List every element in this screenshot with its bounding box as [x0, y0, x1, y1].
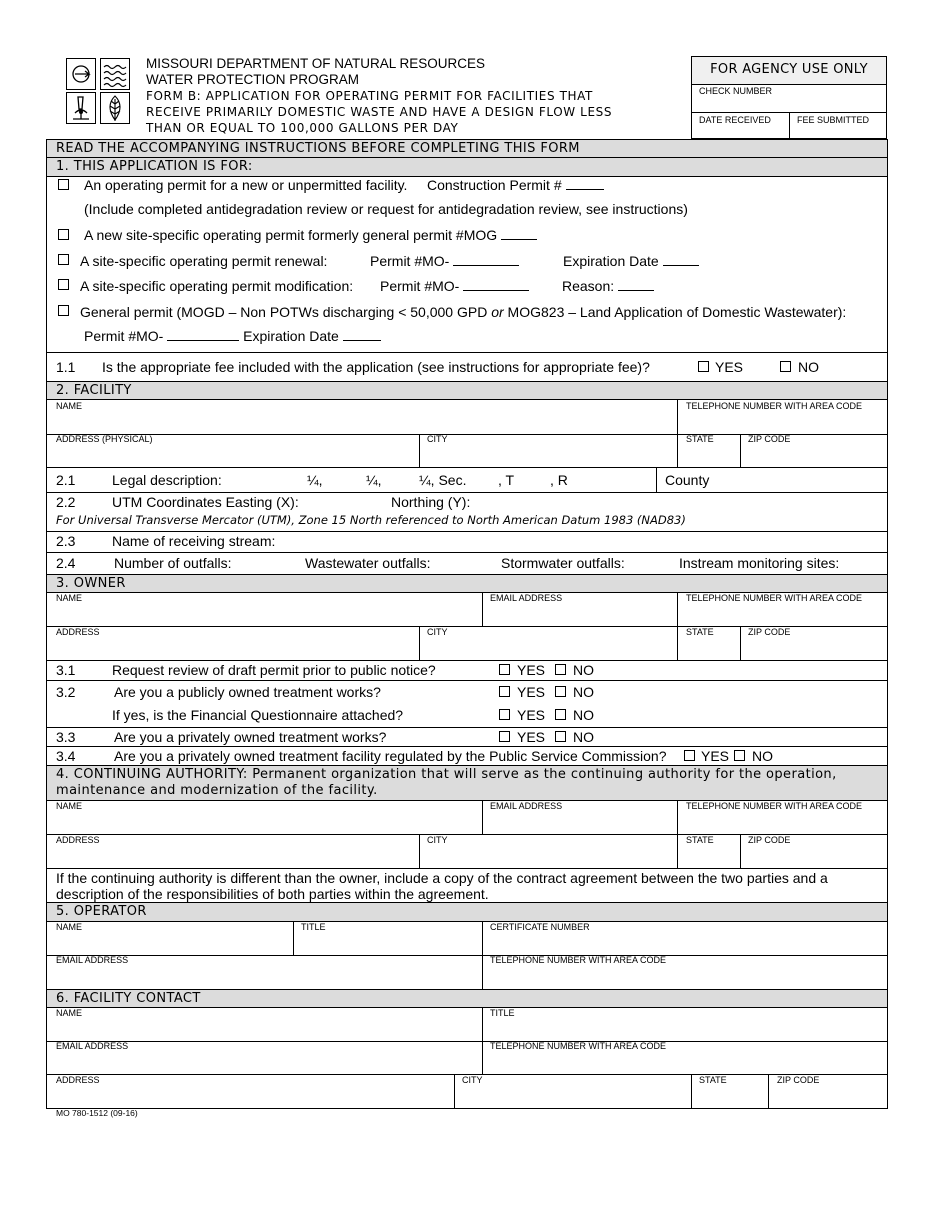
- ca-note: [56, 870, 876, 902]
- q1-1-yes-checkbox[interactable]: [698, 361, 709, 372]
- facility-phone-input[interactable]: [678, 411, 886, 433]
- facility-state-label: STATE: [686, 434, 714, 444]
- section2-heading: 2. FACILITY: [47, 382, 887, 399]
- operator-email-label: EMAIL ADDRESS: [56, 955, 129, 965]
- agency-use-title: FOR AGENCY USE ONLY: [692, 57, 886, 85]
- q2-3-number: 2.3: [56, 533, 76, 549]
- form-title-line2: RECEIVE PRIMARILY DOMESTIC WASTE AND HAVE A DESIGN FLOW LESS: [146, 105, 613, 119]
- owner-phone-label: TELEPHONE NUMBER WITH AREA CODE: [686, 593, 863, 603]
- modification-permit-label: Permit #MO-: [380, 278, 529, 294]
- ca-city-label: CITY: [427, 835, 448, 845]
- renewal-label: A site-specific operating permit renewal:: [80, 253, 328, 269]
- program-name: WATER PROTECTION PROGRAM: [146, 72, 360, 87]
- antidegradation-note: (Include completed antidegradation review or request for antidegradation review, see instructions): [84, 201, 688, 217]
- operator-title-label: TITLE: [301, 922, 326, 932]
- ca-note-line2: description of the responsibilities of both parties within the agreement.: [56, 886, 489, 902]
- agency-use-box: [691, 56, 887, 139]
- contact-state-label: STATE: [699, 1075, 727, 1085]
- q3-2b-no-label: NO: [573, 707, 594, 723]
- q2-1-text: Legal description:: [112, 472, 222, 488]
- q1-1-number: 1.1: [56, 359, 76, 375]
- operator-phone-label: TELEPHONE NUMBER WITH AREA CODE: [490, 955, 667, 965]
- q3-1-number: 3.1: [56, 662, 76, 678]
- q2-2-number: 2.2: [56, 494, 76, 510]
- renewal-checkbox[interactable]: [58, 254, 69, 265]
- q1-1-no-checkbox[interactable]: [780, 361, 791, 372]
- owner-city-label: CITY: [427, 627, 448, 637]
- ca-state-label: STATE: [686, 835, 714, 845]
- renewal-permit-input[interactable]: [453, 253, 519, 266]
- facility-city-label: CITY: [427, 434, 448, 444]
- former-general-permit-label: A new site-specific operating permit formerly general permit #MOG: [84, 227, 537, 243]
- facility-name-input[interactable]: [47, 411, 677, 433]
- owner-email-label: EMAIL ADDRESS: [490, 593, 563, 603]
- q3-3-no-checkbox[interactable]: [555, 731, 566, 742]
- q3-2b-no-checkbox[interactable]: [555, 709, 566, 720]
- ca-phone-label: TELEPHONE NUMBER WITH AREA CODE: [686, 801, 863, 811]
- q2-4-instream: Instream monitoring sites:: [679, 555, 840, 571]
- modification-reason-input[interactable]: [618, 278, 654, 291]
- leaf-icon: [100, 92, 130, 124]
- q2-1-township: , T: [498, 472, 515, 488]
- q3-4-number: 3.4: [56, 748, 76, 764]
- general-permit-checkbox[interactable]: [58, 305, 69, 316]
- renewal-expiration-input[interactable]: [663, 253, 699, 266]
- section4-heading-line2: maintenance and modernization of the facility.: [56, 783, 378, 798]
- q3-4-yes-checkbox[interactable]: [684, 750, 695, 761]
- date-received-label: DATE RECEIVED: [699, 115, 771, 125]
- ca-zip-label: ZIP CODE: [748, 835, 791, 845]
- q1-1-yes-label: YES: [715, 359, 744, 375]
- q3-3-yes-checkbox[interactable]: [499, 731, 510, 742]
- ca-note-line1: If the continuing authority is different than the owner, include a copy of the contract agreement between the two parties and a: [56, 870, 828, 886]
- contact-title-label: TITLE: [490, 1008, 515, 1018]
- construction-permit-label: Construction Permit #: [427, 177, 604, 193]
- contact-address-label: ADDRESS: [56, 1075, 100, 1085]
- form-title-line1: FORM B: APPLICATION FOR OPERATING PERMIT FOR FACILITIES THAT: [146, 89, 593, 103]
- air-icon: [66, 58, 96, 90]
- form-title-line3: THAN OR EQUAL TO 100,000 GALLONS PER DAY: [146, 121, 459, 135]
- q3-2-yes-label: YES: [517, 684, 546, 700]
- q3-1-text: Request review of draft permit prior to public notice?: [112, 662, 436, 678]
- operator-name-label: NAME: [56, 922, 83, 932]
- q2-4-stormwater: Stormwater outfalls:: [501, 555, 625, 571]
- q3-1-yes-label: YES: [517, 662, 546, 678]
- fee-submitted-label: FEE SUBMITTED: [797, 115, 870, 125]
- general-permit-expiration-input[interactable]: [343, 328, 381, 341]
- q2-1-quarter2: ¼,: [366, 472, 382, 488]
- new-permit-label: An operating permit for a new or unpermitted facility.: [84, 177, 408, 193]
- q3-3-number: 3.3: [56, 729, 76, 745]
- renewal-permit-label: Permit #MO-: [370, 253, 519, 269]
- form-number: MO 780-1512 (09-16): [56, 1108, 138, 1118]
- general-permit-number-label: Permit #MO- Expiration Date: [84, 328, 381, 344]
- q3-1-no-checkbox[interactable]: [555, 664, 566, 675]
- facility-phone-label: TELEPHONE NUMBER WITH AREA CODE: [686, 401, 863, 411]
- facility-zip-label: ZIP CODE: [748, 434, 791, 444]
- modification-reason-label: Reason:: [562, 278, 654, 294]
- modification-checkbox[interactable]: [58, 279, 69, 290]
- q3-1-no-label: NO: [573, 662, 594, 678]
- owner-zip-label: ZIP CODE: [748, 627, 791, 637]
- renewal-expiration-label: Expiration Date: [563, 253, 699, 269]
- contact-email-label: EMAIL ADDRESS: [56, 1041, 129, 1051]
- q2-2-text: UTM Coordinates Easting (X):: [112, 494, 299, 510]
- ca-email-label: EMAIL ADDRESS: [490, 801, 563, 811]
- q2-3-text: Name of receiving stream:: [112, 533, 276, 549]
- new-permit-checkbox[interactable]: [58, 179, 69, 190]
- q3-2b-text: If yes, is the Financial Questionnaire attached?: [112, 707, 404, 723]
- general-permit-label: General permit (MOGD – Non POTWs discharging < 50,000 GPD or MOG823 – Land Application of Domestic Wastewater):: [80, 304, 847, 320]
- mog-number-input[interactable]: [501, 227, 537, 240]
- ca-name-label: NAME: [56, 801, 83, 811]
- q3-2-yes-checkbox[interactable]: [499, 686, 510, 697]
- q2-2-northing: Northing (Y):: [391, 494, 471, 510]
- q1-1-no-label: NO: [798, 359, 819, 375]
- q3-4-yes-label: YES: [701, 748, 730, 764]
- q2-4-outfalls: Number of outfalls:: [114, 555, 232, 571]
- q2-1-section: ¼, Sec.: [419, 472, 467, 488]
- general-permit-number-input[interactable]: [167, 328, 239, 341]
- q2-1-county: County: [665, 472, 710, 488]
- contact-zip-label: ZIP CODE: [777, 1075, 820, 1085]
- section6-heading: 6. FACILITY CONTACT: [47, 990, 887, 1007]
- ca-address-label: ADDRESS: [56, 835, 100, 845]
- check-number-label: CHECK NUMBER: [699, 86, 773, 96]
- check-number-field[interactable]: [692, 85, 886, 113]
- q2-4-wastewater: Wastewater outfalls:: [305, 555, 431, 571]
- former-general-permit-checkbox[interactable]: [58, 229, 69, 240]
- q3-4-text: Are you a privately owned treatment facility regulated by the Public Service Commission?: [114, 748, 667, 764]
- facility-name-label: NAME: [56, 401, 83, 411]
- section3-heading: 3. OWNER: [47, 575, 887, 592]
- q3-4-no-checkbox[interactable]: [734, 750, 745, 761]
- q2-1-range: , R: [550, 472, 568, 488]
- q2-1-quarter1: ¼,: [307, 472, 323, 488]
- q3-2-text: Are you a publicly owned treatment works?: [114, 684, 381, 700]
- facility-address-label: ADDRESS (PHYSICAL): [56, 434, 153, 444]
- owner-address-label: ADDRESS: [56, 627, 100, 637]
- microscope-icon: [66, 92, 96, 124]
- water-icon: [100, 58, 130, 90]
- owner-name-label: NAME: [56, 593, 83, 603]
- q3-3-yes-label: YES: [517, 729, 546, 745]
- q3-2-number: 3.2: [56, 684, 76, 700]
- operator-cert-label: CERTIFICATE NUMBER: [490, 922, 590, 932]
- q3-2-no-checkbox[interactable]: [555, 686, 566, 697]
- q3-2-no-label: NO: [573, 684, 594, 700]
- q3-3-text: Are you a privately owned treatment works?: [114, 729, 387, 745]
- q3-2b-yes-checkbox[interactable]: [499, 709, 510, 720]
- section4-heading: [47, 766, 887, 800]
- q3-1-yes-checkbox[interactable]: [499, 664, 510, 675]
- owner-state-label: STATE: [686, 627, 714, 637]
- contact-name-label: NAME: [56, 1008, 83, 1018]
- utm-note: For Universal Transverse Mercator (UTM), Zone 15 North referenced to North American Datum 1983 (NAD83): [56, 513, 686, 527]
- q2-4-number: 2.4: [56, 555, 76, 571]
- q3-2b-yes-label: YES: [517, 707, 546, 723]
- section1-heading: 1. THIS APPLICATION IS FOR:: [47, 158, 887, 176]
- modification-permit-input[interactable]: [463, 278, 529, 291]
- modification-label: A site-specific operating permit modification:: [80, 278, 354, 294]
- section5-heading: 5. OPERATOR: [47, 903, 887, 921]
- contact-phone-label: TELEPHONE NUMBER WITH AREA CODE: [490, 1041, 667, 1051]
- q3-4-no-label: NO: [752, 748, 773, 764]
- q1-1-text: Is the appropriate fee included with the application (see instructions for appropriate fee)?: [102, 359, 650, 375]
- q3-3-no-label: NO: [573, 729, 594, 745]
- section4-heading-line1: 4. CONTINUING AUTHORITY: Permanent organization that will serve as the continuing authority for the operation,: [56, 767, 837, 782]
- instructions-banner: READ THE ACCOMPANYING INSTRUCTIONS BEFORE COMPLETING THIS FORM: [47, 140, 887, 157]
- contact-city-label: CITY: [462, 1075, 483, 1085]
- q2-1-number: 2.1: [56, 472, 76, 488]
- department-name: MISSOURI DEPARTMENT OF NATURAL RESOURCES: [146, 56, 486, 71]
- construction-permit-input[interactable]: [566, 177, 604, 190]
